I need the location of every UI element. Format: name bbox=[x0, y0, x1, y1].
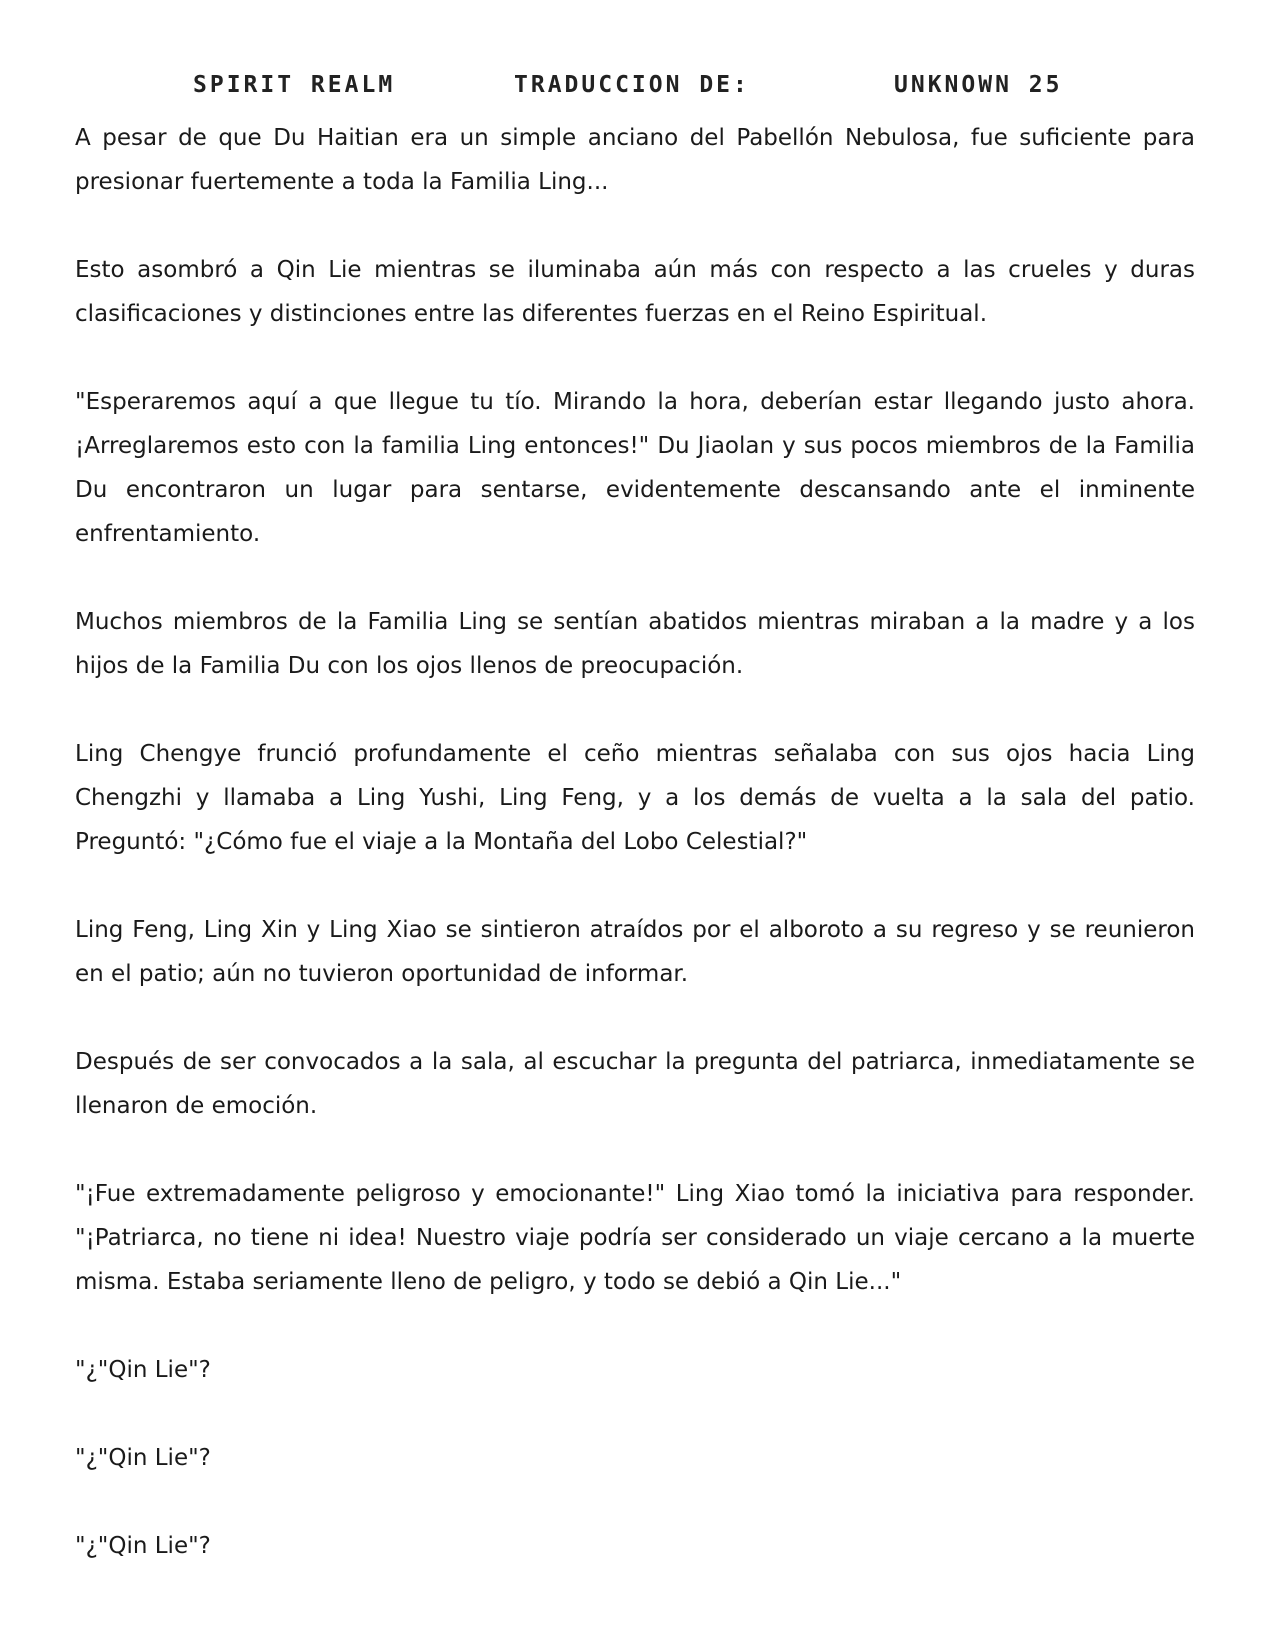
paragraph: Esto asombró a Qin Lie mientras se iluminaba aún más con respecto a las crueles y duras clasificaciones y distinciones entre las diferentes fuerzas en el Reino Espiritual. bbox=[75, 257, 1195, 327]
header-translation-label: TRADUCCION DE: bbox=[514, 72, 750, 98]
paragraph: Muchos miembros de la Familia Ling se sentían abatidos mientras miraban a la madre y a los hijos de la Familia Du con los ojos llenos de preocupación. bbox=[75, 609, 1195, 679]
paragraph: Después de ser convocados a la sala, al escuchar la pregunta del patriarca, inmediatamente se llenaron de emoción. bbox=[75, 1049, 1195, 1119]
paragraph: Ling Chengye frunció profundamente el ceño mientras señalaba con sus ojos hacia Ling Chengzhi y llamaba a Ling Yushi, Ling Feng, y a los demás de vuelta a la sala del patio. Preguntó: "¿Cómo fue el viaje a la Montaña del Lobo Celestial?" bbox=[75, 741, 1195, 855]
header-title: SPIRIT REALM bbox=[193, 72, 396, 98]
paragraph: Ling Feng, Ling Xin y Ling Xiao se sintieron atraídos por el alboroto a su regreso y se reunieron en el patio; aún no tuvieron oportunidad de informar. bbox=[75, 917, 1195, 987]
paragraph: "¿"Qin Lie"? bbox=[75, 1445, 211, 1471]
paragraph: "Esperaremos aquí a que llegue tu tío. Mirando la hora, deberían estar llegando justo ahora. ¡Arreglaremos esto con la familia Ling entonces!" Du Jiaolan y sus pocos miembros de la Familia Du encontraron un lugar para sentarse, evidentemente descansando ante el inminente enfrentamiento. bbox=[75, 389, 1195, 547]
body-text bbox=[75, 116, 1195, 1612]
paragraph: "¡Fue extremadamente peligroso y emocionante!" Ling Xiao tomó la iniciativa para responder. "¡Patriarca, no tiene ni idea! Nuestro viaje podría ser considerado un viaje cercano a la muerte misma. Estaba seriamente lleno de peligro, y todo se debió a Qin Lie..." bbox=[75, 1181, 1195, 1295]
header-translator: UNKNOWN 25 bbox=[894, 72, 1063, 98]
paragraph: "¿"Qin Lie"? bbox=[75, 1533, 211, 1559]
paragraph: "¿"Qin Lie"? bbox=[75, 1357, 211, 1383]
paragraph: A pesar de que Du Haitian era un simple anciano del Pabellón Nebulosa, fue suficiente para presionar fuertemente a toda la Familia Ling... bbox=[75, 125, 1195, 195]
page-header bbox=[0, 72, 1275, 112]
